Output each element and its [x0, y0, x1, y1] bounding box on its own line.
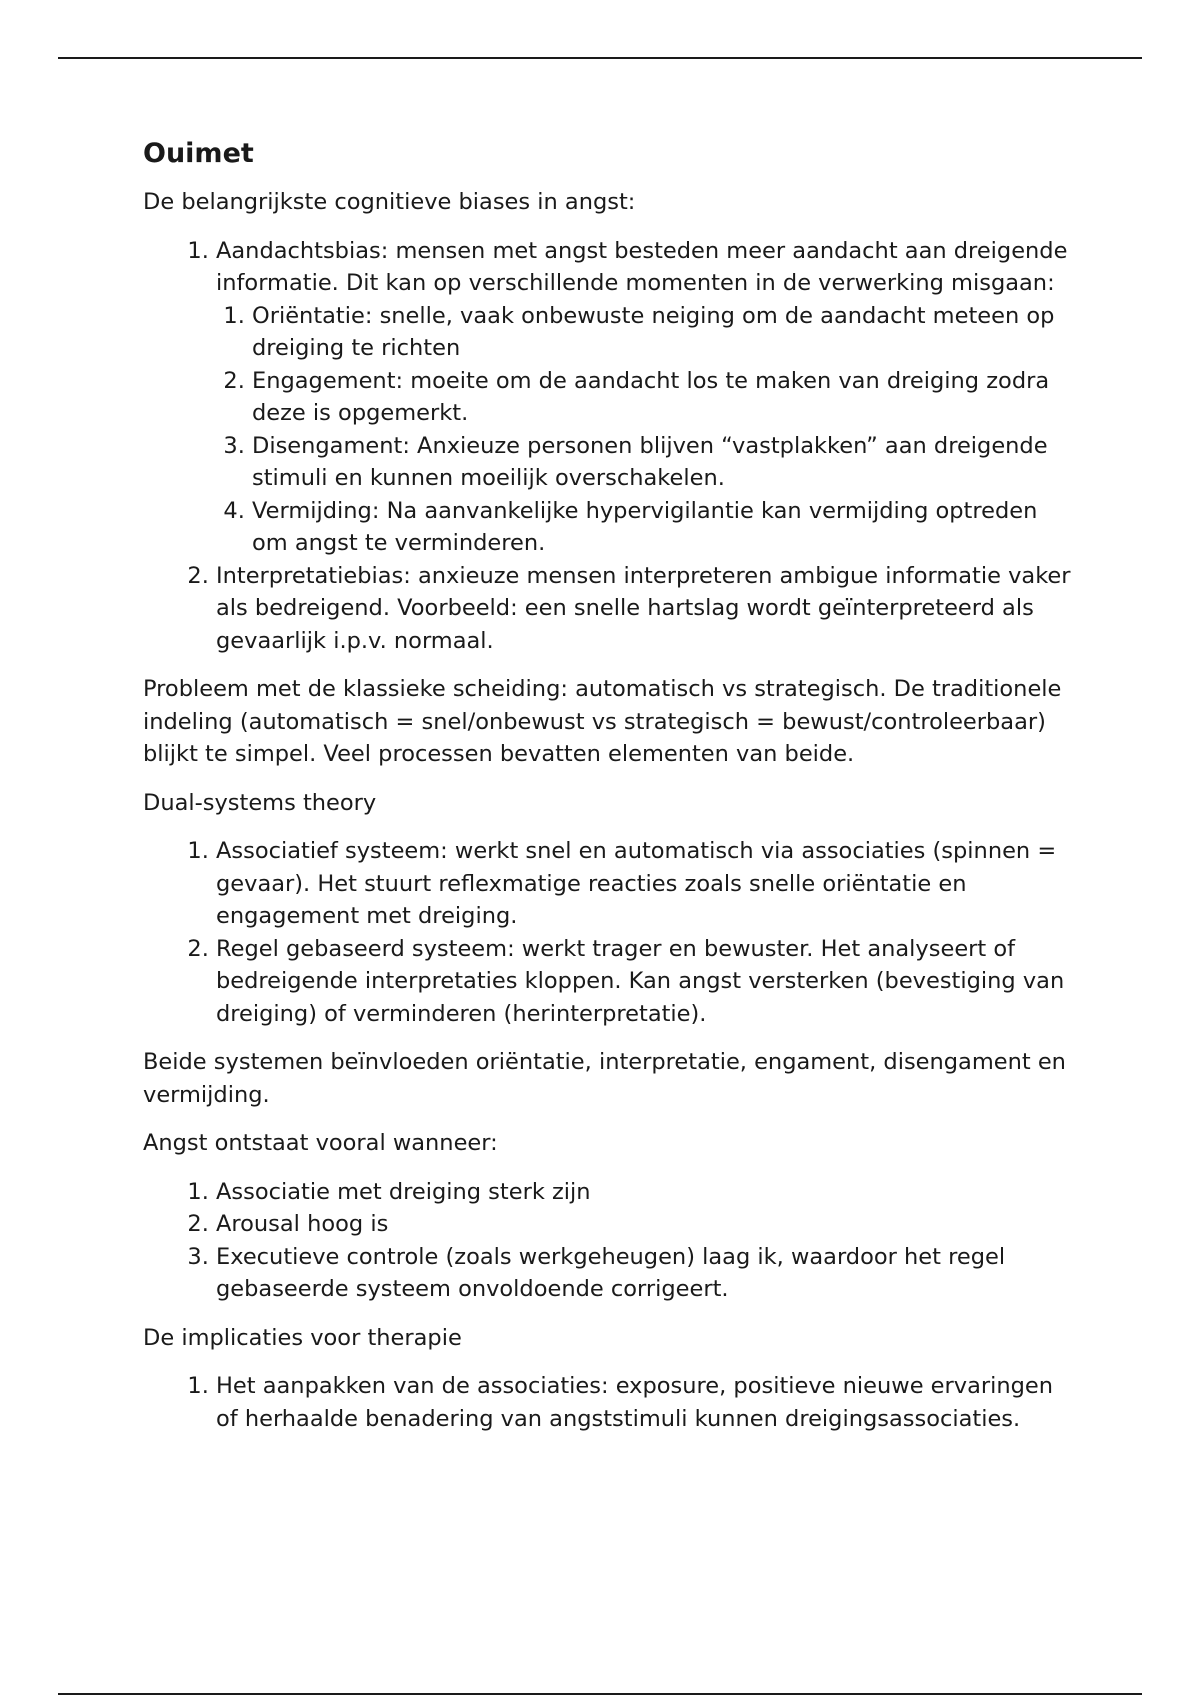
list-item: 1. Het aanpakken van de associaties: exposure, positieve nieuwe ervaringen of herhaalde benadering van angststimuli kunnen dreigingsassociaties. [216, 1370, 1073, 1435]
anxiety-heading: Angst ontstaat vooral wanneer: [143, 1130, 498, 1156]
attention-sub-list [216, 300, 1073, 560]
bottom-rule [58, 1693, 1142, 1695]
dual-systems-heading: Dual-systems theory [143, 789, 377, 816]
attention-bias-text: Aandachtsbias: mensen met angst besteden meer aandacht aan dreigende informatie. Dit kan op verschillende momenten in de verwerking misgaan: [216, 237, 1068, 296]
page-title: Ouimet [143, 138, 254, 169]
therapy-list [143, 1370, 1073, 1435]
list-item: 3. Disengament: Anxieuze personen blijven “vastplakken” aan dreigende stimuli en kunnen moeilijk overschakelen. [252, 430, 1073, 495]
top-rule [58, 57, 1142, 59]
list-item: 2. Engagement: moeite om de aandacht los te maken van dreiging zodra deze is opgemerkt. [252, 365, 1073, 430]
list-item: 1. Associatie met dreiging sterk zijn [216, 1176, 1073, 1209]
intro-paragraph: De belangrijkste cognitieve biases in angst: [143, 189, 636, 215]
list-item: 1. Oriëntatie: snelle, vaak onbewuste neiging om de aandacht meteen op dreiging te richten [252, 300, 1073, 365]
anxiety-list [143, 1176, 1073, 1306]
list-item: 4. Vermijding: Na aanvankelijke hypervigilantie kan vermijding optreden om angst te verminderen. [252, 495, 1073, 560]
dual-systems-list [143, 835, 1073, 1030]
list-item: 3. Executieve controle (zoals werkgeheugen) laag ik, waardoor het regel gebaseerde systeem onvoldoende corrigeert. [216, 1241, 1073, 1306]
list-item: 1. Associatief systeem: werkt snel en automatisch via associaties (spinnen = gevaar). Het stuurt reflexmatige reacties zoals snelle oriëntatie en engagement met dreiging. [216, 835, 1073, 933]
both-systems-paragraph: Beide systemen beïnvloeden oriëntatie, interpretatie, engament, disengament en vermijding. [143, 1049, 1066, 1108]
therapy-heading: De implicaties voor therapie [143, 1324, 462, 1351]
document-body [143, 136, 1073, 1451]
list-item [216, 235, 1073, 560]
list-item: 2. Arousal hoog is [216, 1208, 1073, 1241]
biases-list [143, 235, 1073, 658]
problem-paragraph: Probleem met de klassieke scheiding: automatisch vs strategisch. De traditionele indeling (automatisch = snel/onbewust vs strategisch = bewust/controleerbaar) blijkt te simpel. Veel processen bevatten elementen van beide. [143, 676, 1062, 767]
list-item: 2. Regel gebaseerd systeem: werkt trager en bewuster. Het analyseert of bedreigende interpretaties kloppen. Kan angst versterken (bevestiging van dreiging) of verminderen (herinterpretatie). [216, 933, 1073, 1031]
list-item: 2. Interpretatiebias: anxieuze mensen interpreteren ambigue informatie vaker als bedreigend. Voorbeeld: een snelle hartslag wordt geïnterpreteerd als gevaarlijk i.p.v. normaal. [216, 560, 1073, 658]
